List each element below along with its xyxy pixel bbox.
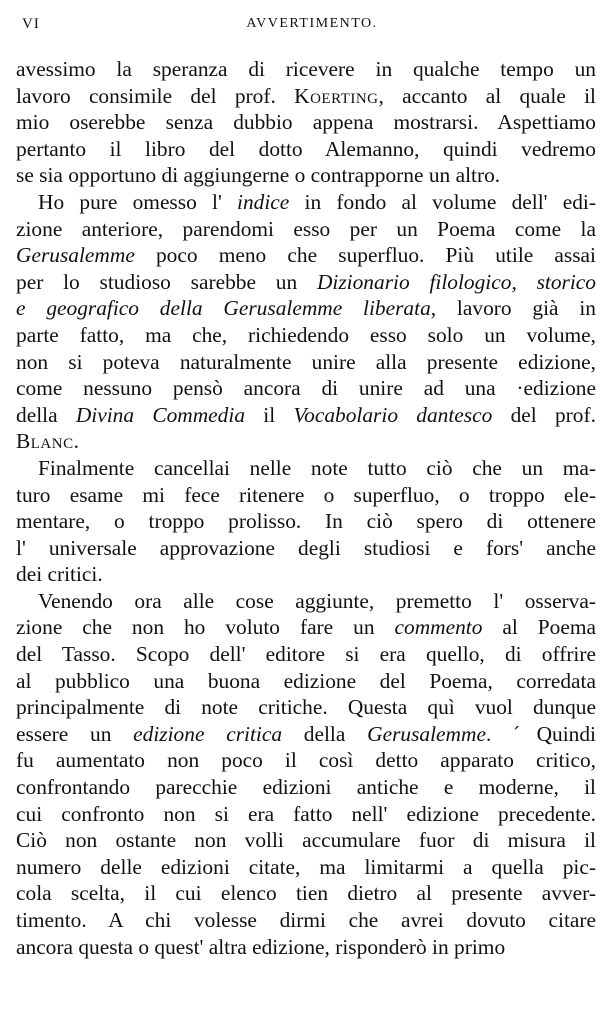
text-line [16,721,596,748]
text-segment: . ˊQuindi [485,721,596,746]
text-segment: . [73,429,79,454]
text-line [16,242,596,269]
text-segment: per lo studioso sarebbe un [16,269,317,294]
paragraph [16,56,596,189]
text-line [16,641,596,668]
text-line [16,455,596,482]
text-segment: lavoro consimile del prof. [16,83,295,108]
text-line [16,216,596,243]
page-number: VI [22,16,40,32]
italic-text: indice [237,189,290,214]
text-line [16,162,596,189]
text-line [16,269,596,296]
text-segment: timento. A chi volesse dirmi che avrei dovuto citare [16,908,596,932]
text-segment: avessimo la speranza di ricevere in qualche tempo un [16,57,596,81]
italic-text: edizione critica [133,721,283,746]
text-line [16,827,596,854]
text-line [16,561,596,588]
small-caps-text: Blanc [16,429,74,454]
text-line [16,136,596,163]
italic-text: Vocabolario dantesco [293,402,493,427]
text-segment: della [16,402,76,427]
text-segment: se sia opportuno di aggiungerne o contrapporne un altro. [16,163,501,188]
text-segment: cui confronto non si era fatto nell' edizione precedente. [16,801,596,826]
text-segment: principalmente di note critiche. Questa quì vuol dunque [16,695,596,720]
text-line [16,774,596,801]
text-segment: ancora questa o quest' altra edizione, risponderò in primo [16,934,506,959]
text-line [16,428,596,455]
text-line [16,56,596,83]
text-segment: zione anteriore, parendomi esso per un Poema come la [16,216,596,241]
text-line [16,189,596,216]
text-line [16,482,596,509]
text-segment: al pubblico una buona edizione del Poema, corredata [16,668,596,693]
running-title: AVVERTIMENTO. [246,16,378,31]
text-segment: del prof. [492,402,596,427]
italic-text: Dizionario filologico, storico [316,269,596,294]
text-line [16,349,596,376]
text-line [16,854,596,881]
text-segment: Ho pure omesso l' [38,189,238,214]
text-segment: non si poteva naturalmente unire alla presente edizione, [16,349,596,374]
small-caps-text: Koerting [294,83,379,108]
text-segment: del Tasso. Scopo dell' editore si era quello, di offrire [16,642,596,667]
italic-text: Gerusalemme [16,243,135,268]
text-line [16,295,596,322]
body-text [16,56,596,960]
text-segment: , accanto al quale il [378,83,596,108]
text-line [16,508,596,535]
paragraph [16,588,596,960]
text-segment: al Poema [482,615,596,640]
italic-text: commento [394,615,483,640]
text-segment: Venendo ora alle cose aggiunte, premetto l' osserva- [38,588,596,613]
text-segment: come nessuno pensò ancora di unire ad una ·edizione [16,376,596,401]
running-head [14,8,594,36]
text-line [16,322,596,349]
text-segment: mentare, o troppo prolisso. In ciò spero di ottenere [16,509,596,534]
text-line [16,402,596,429]
text-segment: della [282,721,368,746]
text-line [16,801,596,828]
text-line [16,535,596,562]
text-segment: l' universale approvazione degli studiosi e fors' anche [16,535,596,560]
text-segment: il [245,402,294,427]
text-segment: cola scelta, il cui elenco tien dietro al presente avver- [16,881,596,906]
text-segment: turo esame mi fece ritenere o superfluo, o troppo ele- [16,482,596,507]
text-line [16,614,596,641]
italic-text: Gerusalemme [367,721,486,746]
text-segment: confrontando parecchie edizioni antiche e moderne, il [16,775,596,800]
paragraph [16,455,596,588]
paragraph [16,189,596,455]
text-segment: Finalmente cancellai nelle note tutto ciò che un ma- [38,455,596,480]
text-line [16,83,596,110]
italic-text: e geografico della Gerusalemme liberata [16,296,431,321]
text-line [16,934,596,961]
text-segment: zione che non ho voluto fare un [16,615,395,640]
text-segment: dei critici. [16,562,103,587]
text-line [16,907,596,934]
text-line [16,694,596,721]
text-segment: , lavoro già in [430,296,596,321]
text-segment: numero delle edizioni citate, ma limitarmi a quella pic- [16,854,596,879]
text-segment: pertanto il libro del dotto Alemanno, quindi vedremo [16,136,596,161]
text-line [16,588,596,615]
text-segment: mio oserebbe senza dubbio appena mostrarsi. Aspettiamo [16,110,596,135]
italic-text: Divina Commedia [75,402,246,427]
text-line [16,109,596,136]
text-line [16,375,596,402]
text-segment: in fondo al volume dell' edi- [289,189,596,214]
text-line [16,747,596,774]
text-segment: Ciò non ostante non volli accumulare fuor di misura il [16,828,596,853]
text-segment: essere un [16,721,134,746]
text-line [16,668,596,695]
text-segment: poco meno che superfluo. Più utile assai [134,243,596,268]
text-line [16,880,596,907]
text-segment: parte fatto, ma che, richiedendo esso solo un volume, [16,322,596,347]
text-segment: fu aumentato non poco il così detto apparato critico, [16,748,596,773]
